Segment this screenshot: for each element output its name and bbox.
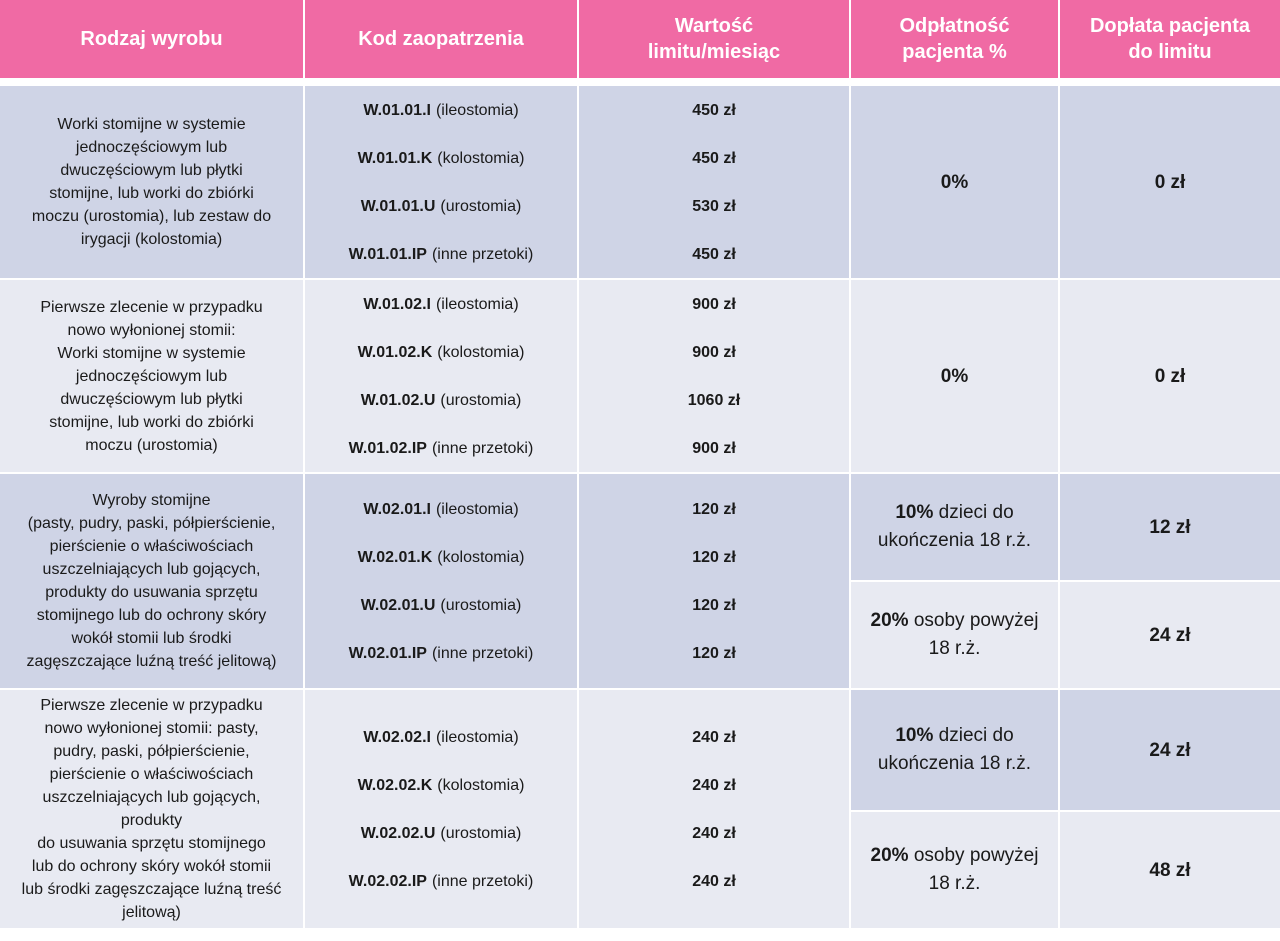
patient-payment: 0% bbox=[851, 86, 1060, 280]
code-item: W.01.02.I (ileostomia) bbox=[363, 295, 519, 313]
product-description: Worki stomijne w systemie jednoczęściowym lub dwuczęściowym lub płytki stomijne, lub worki do zbiórki moczu (urostomia), lub zestaw do irygacji (kolostomia) bbox=[0, 86, 305, 280]
product-description: Wyroby stomijne (pasty, pudry, paski, półpierścienie, pierścienie o właściwościach uszczelniających lub gojących, produkty do usuwania sprzętu stomijnego lub do ochrony skóry wokół stomii lub środki zagęszczające luźną treść jelitową) bbox=[0, 474, 305, 690]
supply-codes bbox=[305, 690, 579, 930]
limit-values: 900 zł 900 zł 1060 zł 900 zł bbox=[579, 280, 851, 474]
code-item: W.01.02.K (kolostomia) bbox=[357, 343, 525, 361]
supply-codes bbox=[305, 280, 579, 474]
payment-adults: 20% osoby powyżej 18 r.ż. bbox=[851, 582, 1060, 690]
header-limit-value: Wartość limitu/miesiąc bbox=[579, 0, 851, 78]
supply-codes bbox=[305, 474, 579, 690]
patient-surcharge: 0 zł bbox=[1060, 280, 1280, 474]
code-item: W.02.01.I (ileostomia) bbox=[363, 500, 519, 518]
table-row bbox=[0, 280, 1280, 474]
header-supply-code: Kod zaopatrzenia bbox=[305, 0, 579, 78]
payment-children: 10% dzieci do ukończenia 18 r.ż. bbox=[851, 474, 1060, 582]
product-description: Pierwsze zlecenie w przypadku nowo wyłonionej stomii: pasty, pudry, paski, półpierścienie, pierścienie o właściwościach uszczelniających lub gojących, produkty do usuwania sprzętu stomijnego lub do ochrony skóry wokół stomii lub środki zagęszczające luźną treść jelitową) bbox=[0, 690, 305, 930]
table-row bbox=[0, 86, 1280, 280]
code-item: W.02.02.U (urostomia) bbox=[360, 824, 522, 842]
payment-children: 10% dzieci do ukończenia 18 r.ż. bbox=[851, 690, 1060, 812]
header-patient-payment: Odpłatność pacjenta % bbox=[851, 0, 1060, 78]
code-item: W.01.02.IP (inne przetoki) bbox=[348, 439, 534, 457]
supply-codes bbox=[305, 86, 579, 280]
table-row bbox=[0, 474, 1280, 582]
table-header bbox=[0, 0, 1280, 78]
code-item: W.02.01.U (urostomia) bbox=[360, 596, 522, 614]
code-item: W.01.01.K (kolostomia) bbox=[357, 149, 525, 167]
surcharge-children: 24 zł bbox=[1060, 690, 1280, 812]
code-item: W.01.01.IP (inne przetoki) bbox=[348, 245, 534, 263]
code-item: W.01.01.U (urostomia) bbox=[360, 197, 522, 215]
table-row bbox=[0, 690, 1280, 812]
header-product-type: Rodzaj wyrobu bbox=[0, 0, 305, 78]
surcharge-adults: 48 zł bbox=[1060, 812, 1280, 930]
patient-surcharge: 0 zł bbox=[1060, 86, 1280, 280]
code-item: W.01.02.U (urostomia) bbox=[360, 391, 522, 409]
limit-values: 240 zł 240 zł 240 zł 240 zł bbox=[579, 690, 851, 930]
code-item: W.02.01.K (kolostomia) bbox=[357, 548, 525, 566]
code-item: W.02.02.K (kolostomia) bbox=[357, 776, 525, 794]
limit-values: 450 zł 450 zł 530 zł 450 zł bbox=[579, 86, 851, 280]
header-patient-surcharge: Dopłata pacjenta do limitu bbox=[1060, 0, 1280, 78]
patient-payment: 0% bbox=[851, 280, 1060, 474]
payment-adults: 20% osoby powyżej 18 r.ż. bbox=[851, 812, 1060, 930]
code-item: W.01.01.I (ileostomia) bbox=[363, 101, 519, 119]
surcharge-children: 12 zł bbox=[1060, 474, 1280, 582]
limit-values: 120 zł 120 zł 120 zł 120 zł bbox=[579, 474, 851, 690]
code-item: W.02.02.I (ileostomia) bbox=[363, 728, 519, 746]
surcharge-adults: 24 zł bbox=[1060, 582, 1280, 690]
code-item: W.02.01.IP (inne przetoki) bbox=[348, 644, 534, 662]
code-item: W.02.02.IP (inne przetoki) bbox=[348, 872, 534, 890]
product-description: Pierwsze zlecenie w przypadku nowo wyłonionej stomii: Worki stomijne w systemie jednoczęściowym lub dwuczęściowym lub płytki stomijne, lub worki do zbiórki moczu (urostomia) bbox=[0, 280, 305, 474]
